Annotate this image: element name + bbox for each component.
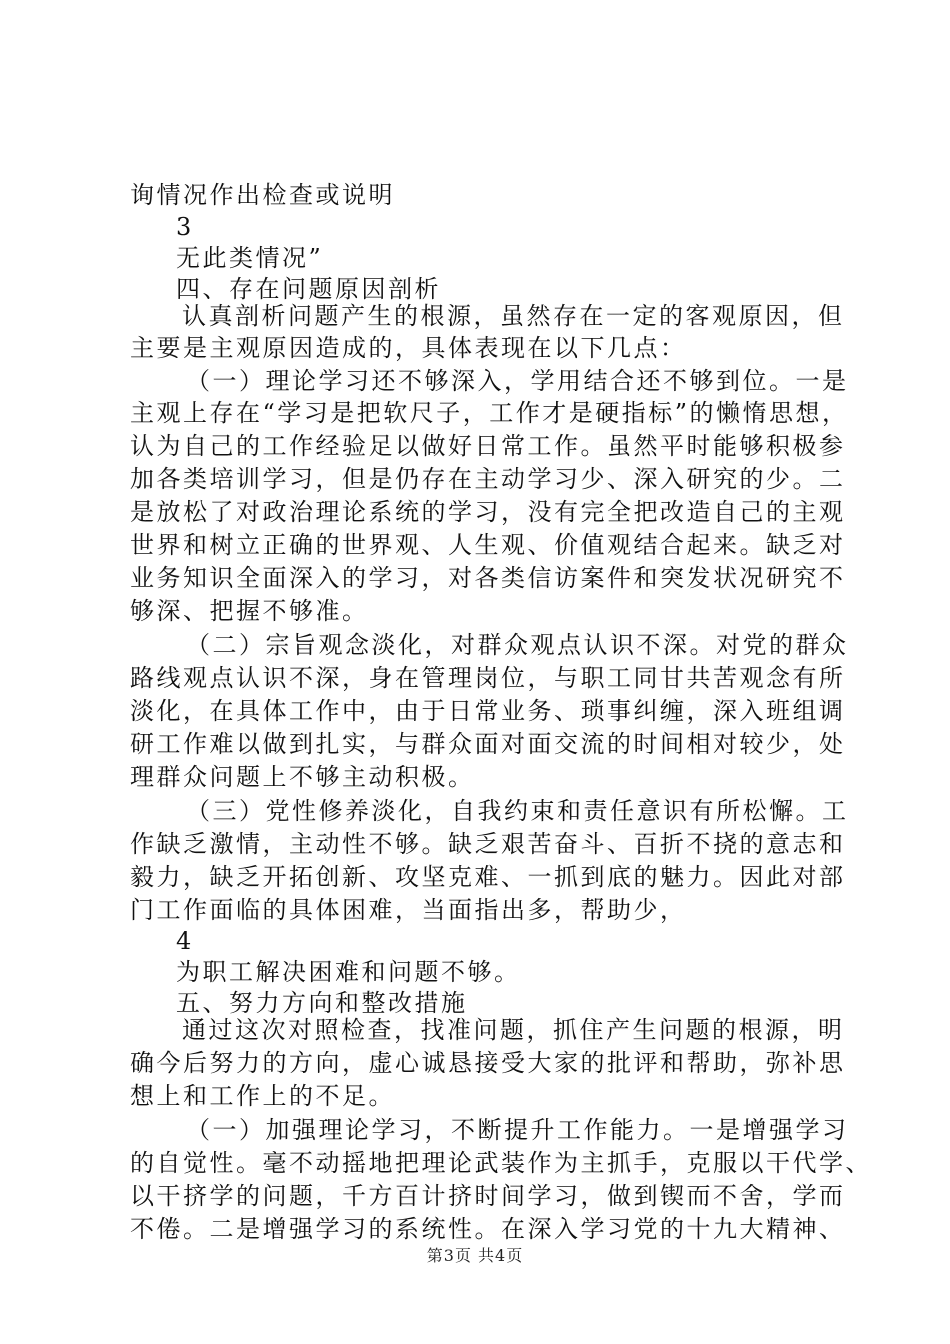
text-line: 不倦。二是增强学习的系统性。在深入学习党的十九大精神、 [130, 1215, 846, 1243]
text-line: （二）宗旨观念淡化，对群众观点认识不深。对党的群众 [186, 631, 849, 659]
text-line: 的自觉性。毫不动摇地把理论武装作为主抓手，克服以干代学、 [130, 1149, 872, 1177]
text-line: （一）加强理论学习，不断提升工作能力。一是增强学习 [186, 1116, 849, 1144]
page-footer: 第3页 共4页 [426, 1246, 524, 1265]
text-line: 作缺乏激情，主动性不够。缺乏艰苦奋斗、百折不挠的意志和 [130, 830, 846, 858]
text-line: 是放松了对政治理论系统的学习，没有完全把改造自己的主观 [130, 498, 846, 526]
text-line: 认为自己的工作经验足以做好日常工作。虽然平时能够积极参 [130, 432, 846, 460]
page-marker: 4 [176, 927, 194, 955]
text-line: 研工作难以做到扎实，与群众面对面交流的时间相对较少，处 [130, 730, 846, 758]
text-line: 毅力，缺乏开拓创新、攻坚克难、一抓到底的魅力。因此对部 [130, 863, 846, 891]
text-line: 主观上存在“学习是把软尺子，工作才是硬指标”的懒惰思想， [130, 399, 849, 427]
text-line: 询情况作出检查或说明 [130, 181, 395, 209]
text-line: 够深、把握不够准。 [130, 597, 369, 625]
text-line: 理群众问题上不够主动积极。 [130, 763, 475, 791]
text-line: 主要是主观原因造成的，具体表现在以下几点： [130, 334, 687, 362]
text-line: 认真剖析问题产生的根源，虽然存在一定的客观原因，但 [182, 302, 845, 330]
section-heading: 五、努力方向和整改措施 [176, 989, 468, 1017]
text-line: （三）党性修养淡化，自我约束和责任意识有所松懈。工 [186, 797, 849, 825]
text-line: 业务知识全面深入的学习，对各类信访案件和突发状况研究不 [130, 564, 846, 592]
text-line: 通过这次对照检查，找准问题，抓住产生问题的根源，明 [182, 1016, 845, 1044]
text-line: 世界和树立正确的世界观、人生观、价值观结合起来。缺乏对 [130, 531, 846, 559]
text-line: 为职工解决困难和问题不够。 [176, 958, 521, 986]
text-line: 以干挤学的问题，千方百计挤时间学习，做到锲而不舍，学而 [130, 1182, 846, 1210]
text-line: 路线观点认识不深，身在管理岗位，与职工同甘共苦观念有所 [130, 664, 846, 692]
text-line: 淡化，在具体工作中，由于日常业务、琐事纠缠，深入班组调 [130, 697, 846, 725]
text-line: 想上和工作上的不足。 [130, 1082, 395, 1110]
text-line: 确今后努力的方向，虚心诚恳接受大家的批评和帮助，弥补思 [130, 1049, 846, 1077]
text-line: 门工作面临的具体困难，当面指出多，帮助少， [130, 896, 687, 924]
text-line: 加各类培训学习，但是仍存在主动学习少、深入研究的少。二 [130, 465, 846, 493]
page-marker: 3 [176, 213, 194, 241]
section-heading: 四、存在问题原因剖析 [176, 275, 441, 303]
text-line: 无此类情况” [176, 244, 324, 272]
text-line: （一）理论学习还不够深入，学用结合还不够到位。一是 [186, 367, 849, 395]
